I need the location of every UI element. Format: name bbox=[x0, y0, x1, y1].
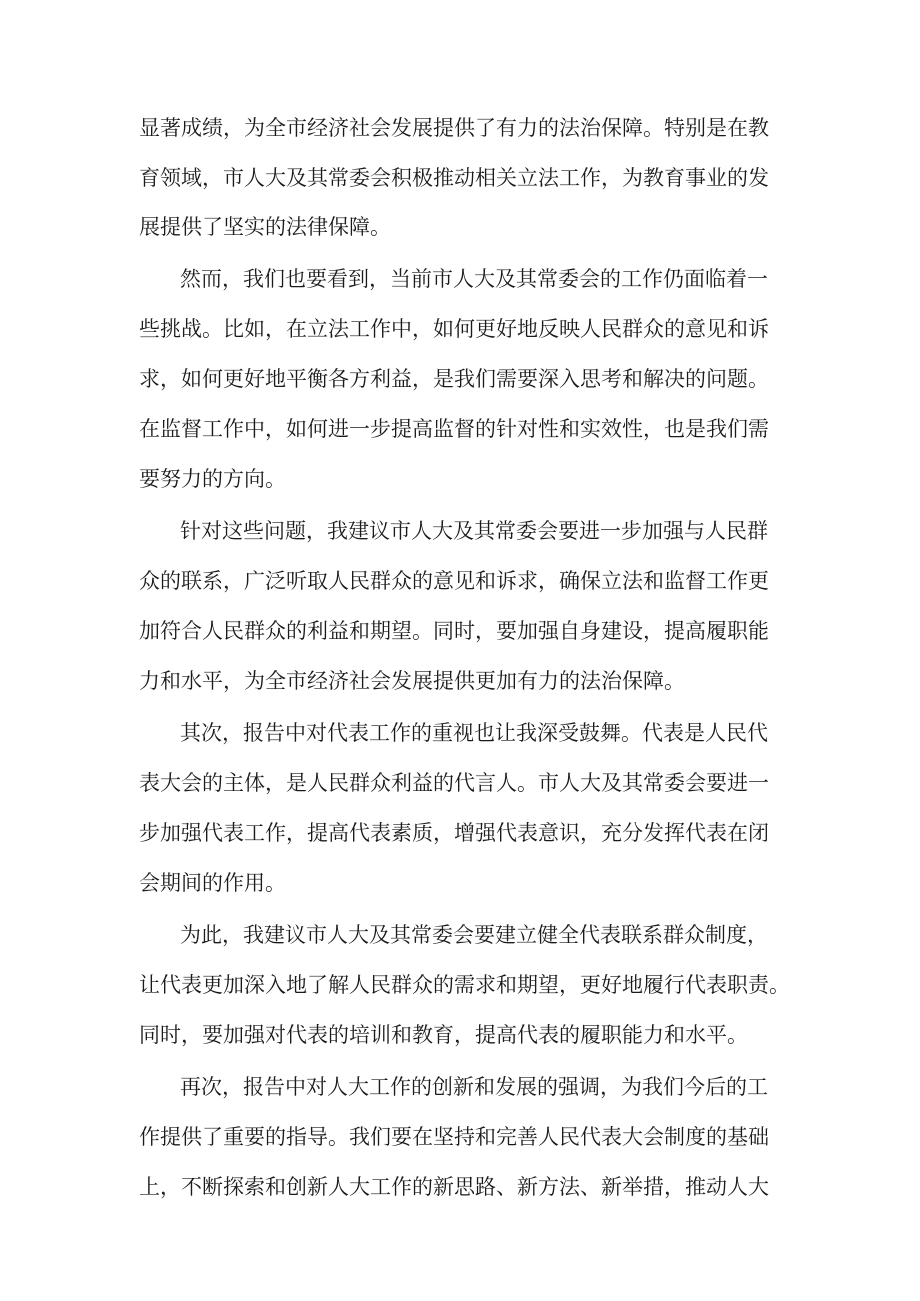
text-line: 会期间的作用。 bbox=[139, 871, 286, 895]
text-line: 上，不断探索和创新人大工作的新思路、新方法、新举措，推动人大 bbox=[139, 1175, 769, 1199]
paragraph-first-line: 再次，报告中对人大工作的创新和发展的强调，为我们今后的工 bbox=[180, 1075, 768, 1099]
text-line: 要努力的方向。 bbox=[139, 467, 286, 491]
text-line: 力和水平，为全市经济社会发展提供更加有力的法治保障。 bbox=[139, 669, 685, 693]
paragraph-first-line: 然而，我们也要看到，当前市人大及其常委会的工作仍面临着一 bbox=[180, 267, 768, 291]
text-line: 表大会的主体，是人民群众利益的代言人。市人大及其常委会要进一 bbox=[139, 771, 769, 795]
text-line: 让代表更加深入地了解人民群众的需求和期望，更好地履行代表职责。 bbox=[139, 973, 790, 997]
text-line: 展提供了坚实的法律保障。 bbox=[139, 215, 391, 239]
text-line: 求，如何更好地平衡各方利益，是我们需要深入思考和解决的问题。 bbox=[139, 367, 769, 391]
text-line: 在监督工作中，如何进一步提高监督的针对性和实效性，也是我们需 bbox=[139, 417, 769, 441]
text-line: 些挑战。比如，在立法工作中，如何更好地反映人民群众的意见和诉 bbox=[139, 317, 769, 341]
text-line: 同时，要加强对代表的培训和教育，提高代表的履职能力和水平。 bbox=[139, 1023, 748, 1047]
text-line: 显著成绩，为全市经济社会发展提供了有力的法治保障。特别是在教 bbox=[139, 116, 769, 140]
text-line: 育领域，市人大及其常委会积极推动相关立法工作，为教育事业的发 bbox=[139, 166, 769, 190]
paragraph-first-line: 为此，我建议市人大及其常委会要建立健全代表联系群众制度， bbox=[180, 923, 768, 947]
text-line: 加符合人民群众的利益和期望。同时，要加强自身建设，提高履职能 bbox=[139, 619, 769, 643]
text-line: 作提供了重要的指导。我们要在坚持和完善人民代表大会制度的基础 bbox=[139, 1125, 769, 1149]
paragraph-first-line: 针对这些问题，我建议市人大及其常委会要进一步加强与人民群 bbox=[180, 519, 768, 543]
paragraph-first-line: 其次，报告中对代表工作的重视也让我深受鼓舞。代表是人民代 bbox=[180, 721, 768, 745]
text-line: 众的联系，广泛听取人民群众的意见和诉求，确保立法和监督工作更 bbox=[139, 569, 769, 593]
text-line: 步加强代表工作，提高代表素质，增强代表意识，充分发挥代表在闭 bbox=[139, 821, 769, 845]
